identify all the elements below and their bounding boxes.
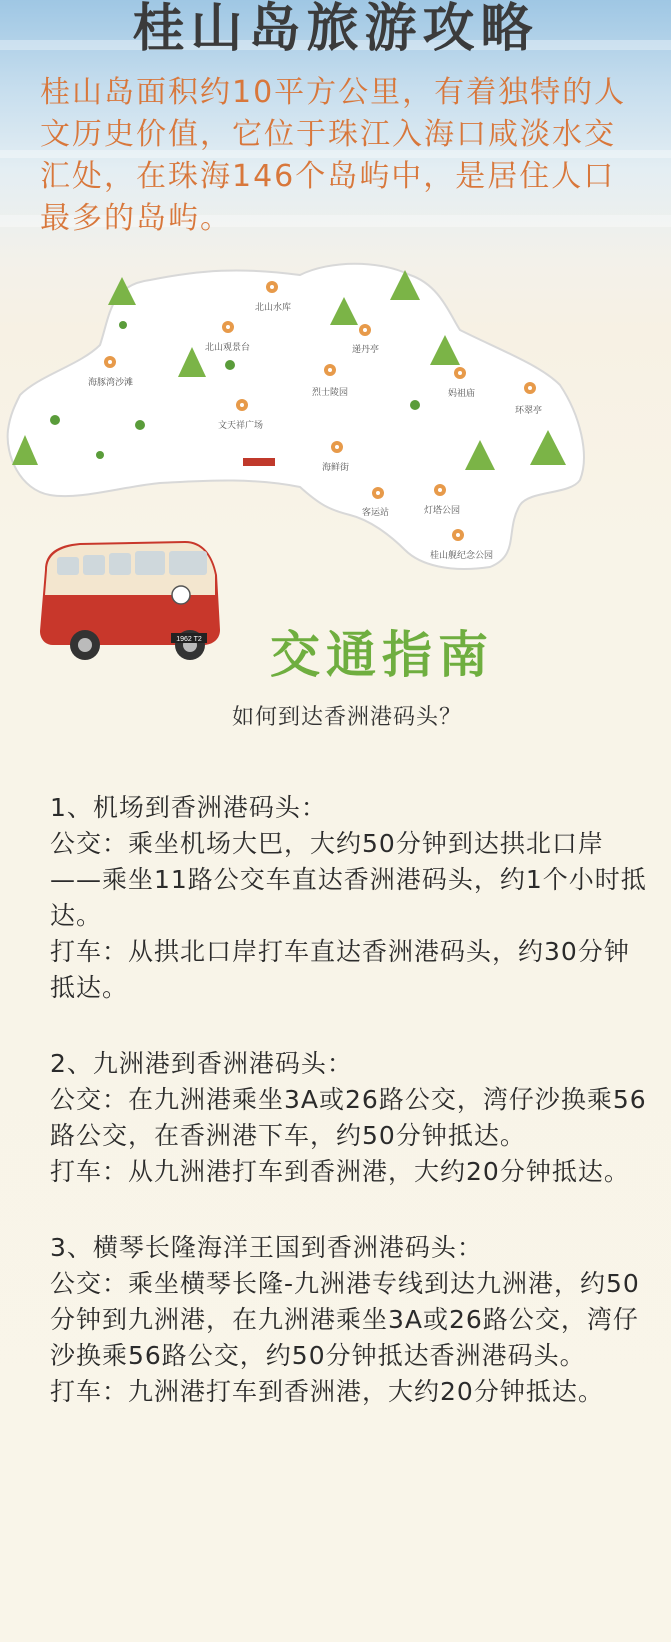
bus-window [135, 551, 165, 575]
tree-icon [135, 420, 145, 430]
pier-icon [243, 458, 275, 466]
transport-sections [50, 790, 650, 1450]
pin-icon [331, 441, 343, 453]
map-label: 北山水库 [255, 303, 292, 313]
route-section [50, 1046, 650, 1190]
pin-icon [222, 321, 234, 333]
tree-icon [119, 321, 127, 329]
island-shape [8, 264, 584, 569]
license-plate-text: 1962 T2 [176, 636, 202, 643]
route-bus: 公交：乘坐横琴长隆-九洲港专线到达九洲港，约50分钟到九洲港，在九洲港乘坐3A或26路公交，湾仔沙换乘56路公交，约50分钟抵达香洲港码头。 [50, 1269, 640, 1370]
bus-window [169, 551, 207, 575]
route-taxi: 打车：从拱北口岸打车直达香洲港码头，约30分钟抵达。 [50, 937, 630, 1002]
tree-icon [225, 360, 235, 370]
route-taxi: 打车：九洲港打车到香洲港，大约20分钟抵达。 [50, 1377, 604, 1406]
wheel-hub [78, 638, 92, 652]
tree-icon [50, 415, 60, 425]
pin-icon [452, 529, 464, 541]
route-section [50, 1230, 650, 1410]
bus-window [57, 557, 79, 575]
map-label: 递丹亭 [352, 345, 380, 355]
map-label: 海豚湾沙滩 [88, 378, 134, 388]
bus-illustration [35, 535, 230, 670]
pin-icon [104, 356, 116, 368]
tree-icon [410, 400, 420, 410]
route-title: 2、九洲港到香洲港码头： [50, 1049, 353, 1078]
vw-logo-icon [172, 586, 190, 604]
map-label: 客运站 [362, 508, 390, 518]
tree-icon [96, 451, 104, 459]
route-title: 1、机场到香洲港码头： [50, 793, 327, 822]
map-label: 海鲜街 [322, 463, 350, 473]
map-label: 灯塔公园 [424, 506, 461, 516]
page-title: 桂山岛旅游攻略 [132, 0, 539, 59]
route-bus: 公交：乘坐机场大巴，大约50分钟到达拱北口岸——乘坐11路公交车直达香洲港码头，约1个小时抵达。 [50, 829, 647, 930]
map-label: 文天祥广场 [218, 421, 264, 431]
pin-icon [359, 324, 371, 336]
map-label: 环翠亭 [515, 406, 543, 416]
pin-icon [324, 364, 336, 376]
section-subheading: 如何到达香洲港码头？ [232, 705, 463, 730]
map-label: 烈士陵园 [312, 388, 349, 398]
section-heading: 交通指南 [270, 626, 494, 684]
pin-icon [454, 367, 466, 379]
pin-icon [266, 281, 278, 293]
island-map [0, 255, 671, 575]
route-taxi: 打车：从九洲港打车到香洲港，大约20分钟抵达。 [50, 1157, 630, 1186]
pin-icon [372, 487, 384, 499]
route-section [50, 790, 650, 1006]
bus-window [109, 553, 131, 575]
pin-icon [524, 382, 536, 394]
intro-text: 桂山岛面积约10平方公里，有着独特的人文历史价值，它位于珠江入海口咸淡水交汇处，在珠海146个岛屿中，是居住人口最多的岛屿。 [40, 75, 627, 236]
map-label: 北山观景台 [205, 343, 251, 353]
route-title: 3、横琴长隆海洋王国到香洲港码头： [50, 1233, 483, 1262]
map-label: 妈祖庙 [448, 389, 476, 399]
route-bus: 公交：在九洲港乘坐3A或26路公交，湾仔沙换乘56路公交，在香洲港下车，约50分钟抵达。 [50, 1085, 647, 1150]
pin-icon [434, 484, 446, 496]
bus-window [83, 555, 105, 575]
pin-icon [236, 399, 248, 411]
map-label: 桂山舰纪念公园 [430, 551, 494, 561]
